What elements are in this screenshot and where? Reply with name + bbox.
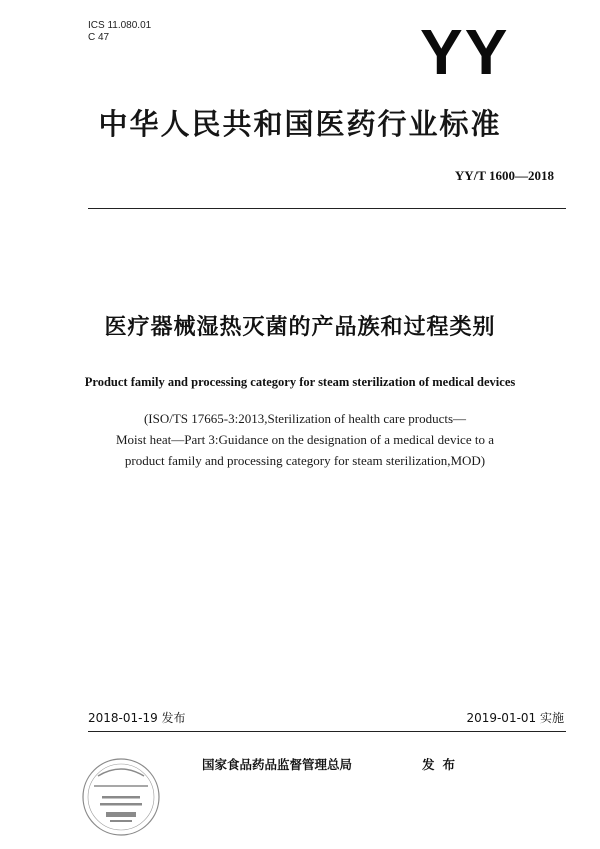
bottom-divider bbox=[88, 731, 566, 732]
iso-reference bbox=[70, 408, 540, 471]
document-title-en: Product family and processing category for steam sterilization of medical devices bbox=[84, 375, 516, 389]
publisher-name: 国家食品药品监督管理总局 bbox=[202, 757, 353, 772]
standard-category-title: 中华人民共和国医药行业标准 bbox=[98, 107, 502, 141]
iso-reference-line: Moist heat—Part 3:Guidance on the designation of a medical device to a bbox=[116, 432, 494, 447]
iso-reference-line: product family and processing category for steam sterilization,MOD) bbox=[124, 453, 486, 468]
implementation-date: 2019-01-01 实施 bbox=[466, 711, 564, 725]
stamp-seal-icon bbox=[76, 752, 166, 842]
ccs-code: C 47 bbox=[88, 32, 110, 43]
classification-codes bbox=[88, 20, 151, 44]
ics-code: ICS 11.080.01 bbox=[88, 20, 152, 31]
issue-date: 2018-01-19 发布 bbox=[88, 711, 186, 725]
publish-label: 发布 bbox=[422, 757, 464, 772]
yy-logo: YY bbox=[420, 16, 510, 88]
iso-reference-line: (ISO/TS 17665-3:2013,Sterilization of health care products— bbox=[143, 411, 467, 426]
top-divider bbox=[88, 208, 566, 209]
standard-number: YY/T 1600—2018 bbox=[454, 168, 554, 183]
document-title-zh: 医疗器械湿热灭菌的产品族和过程类别 bbox=[104, 315, 496, 340]
